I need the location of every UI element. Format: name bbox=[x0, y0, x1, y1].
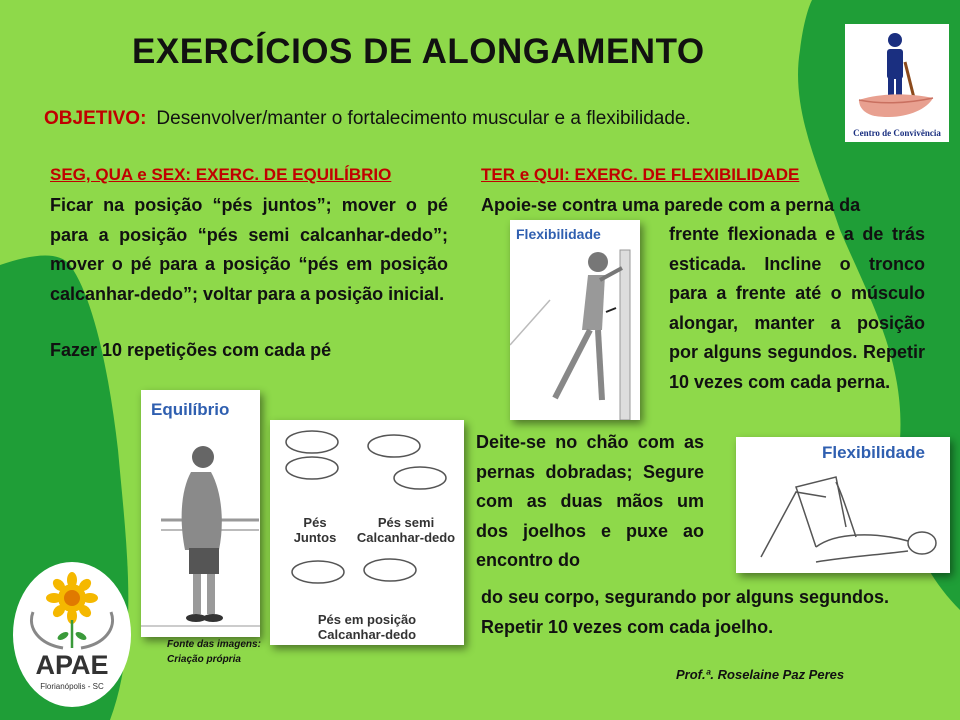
apae-subtitle: Florianópolis - SC bbox=[40, 682, 104, 691]
flex2-label: Flexibilidade bbox=[822, 443, 925, 462]
objective-text: Desenvolver/manter o fortalecimento muscular e a flexibilidade. bbox=[156, 108, 691, 129]
floor-stretch-illustration bbox=[736, 437, 950, 573]
author-credit: Prof.ª. Roselaine Paz Peres bbox=[676, 667, 845, 682]
flexibility-floor-image bbox=[736, 437, 950, 573]
feet-semi-line2: Calcanhar-dedo bbox=[356, 530, 456, 545]
feet-posicao-label bbox=[300, 612, 434, 642]
flexibility-text-2b: do seu corpo, segurando por alguns segundos. Repetir 10 vezes com cada joelho. bbox=[481, 587, 889, 637]
image-source-caption bbox=[167, 637, 261, 667]
page-title: EXERCÍCIOS DE ALONGAMENTO bbox=[132, 32, 705, 71]
feet-positions-image bbox=[270, 420, 464, 645]
feet-semi-line1: Pés semi bbox=[377, 515, 435, 530]
apae-flower-icon bbox=[13, 562, 131, 652]
equilibrio-image bbox=[141, 390, 260, 637]
feet-juntos-label bbox=[290, 515, 340, 545]
flexibility-text-1b: frente flexionada e a de trás esticada. Incline o tronco para a frente até o músculo alongar, manter a posição por alguns segundos. Repetir 10 vezes com cada perna. bbox=[669, 224, 925, 392]
elderly-person-icon bbox=[845, 24, 949, 128]
feet-juntos-line2: Juntos bbox=[293, 530, 337, 545]
balance-figure-illustration bbox=[141, 390, 260, 637]
flex1-label: Flexibilidade bbox=[516, 226, 601, 242]
apae-logo bbox=[13, 562, 131, 707]
objective-label: OBJETIVO: bbox=[44, 108, 147, 129]
objective bbox=[44, 108, 691, 130]
wall-stretch-illustration bbox=[510, 220, 640, 420]
feet-juntos-line1: Pés bbox=[303, 515, 327, 530]
flexibility-text-1a: Apoie-se contra uma parede com a perna da bbox=[481, 195, 861, 215]
equilibrio-label: Equilíbrio bbox=[151, 400, 230, 419]
flexibility-wall-image bbox=[510, 220, 640, 420]
balance-heading: SEG, QUA e SEX: EXERC. DE EQUILÍBRIO bbox=[50, 165, 392, 184]
feet-posicao-line2: Calcanhar-dedo bbox=[317, 627, 417, 642]
caption-line2: Criação própria bbox=[167, 654, 241, 665]
balance-reps: Fazer 10 repetições com cada pé bbox=[50, 340, 332, 360]
flexibility-text-2a: Deite-se no chão com as pernas dobradas; Segure com as duas mãos um dos joelhos e puxe ao encontro do bbox=[476, 432, 704, 570]
centro-convivencia-logo bbox=[845, 24, 949, 142]
caption-line1: Fonte das imagens: bbox=[167, 639, 261, 650]
flexibility-heading: TER e QUI: EXERC. DE FLEXIBILIDADE bbox=[481, 165, 800, 184]
apae-name: APAE bbox=[35, 650, 109, 680]
feet-posicao-line1: Pés em posição bbox=[317, 612, 417, 627]
centro-caption: Centro de Convivência bbox=[853, 128, 941, 138]
balance-text: Ficar na posição “pés juntos”; mover o pé para a posição “pés semi calcanhar-dedo”; mover o pé para a posição “pés em posição calcanhar-dedo”; voltar para a posição inicial. bbox=[50, 195, 448, 304]
feet-semi-label bbox=[356, 515, 456, 545]
